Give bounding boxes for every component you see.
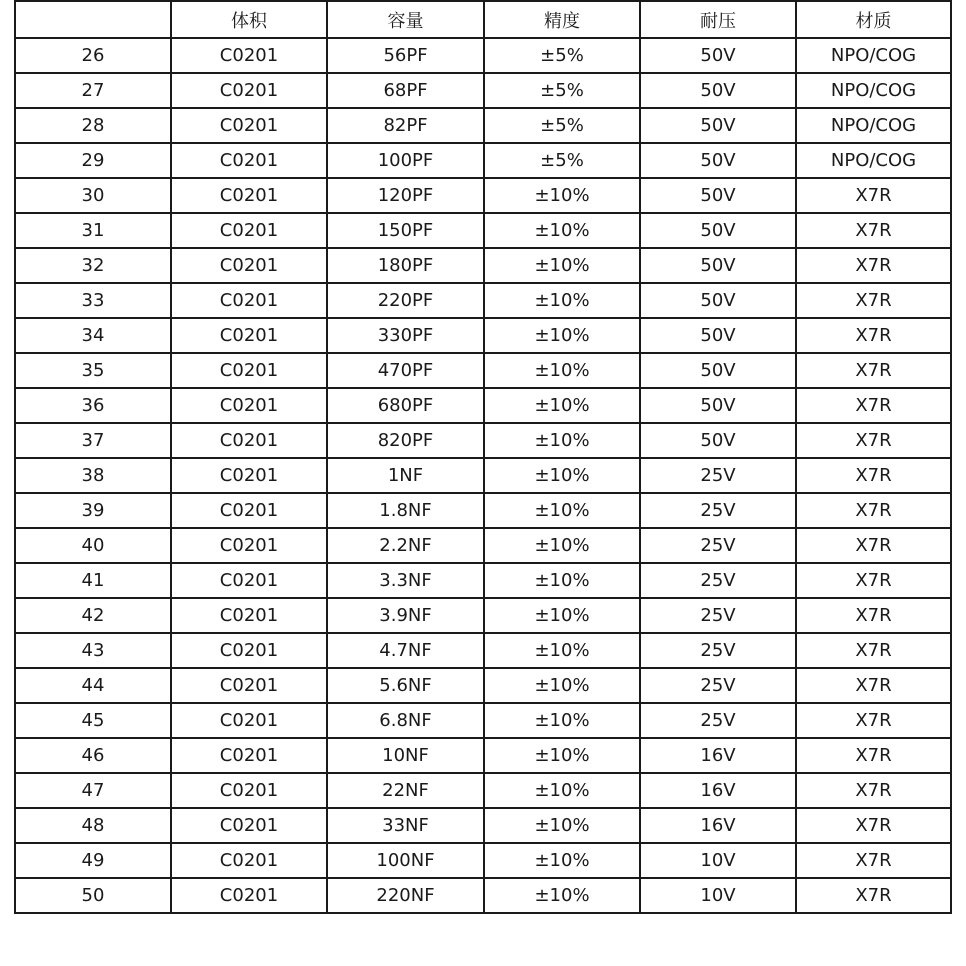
cell-package-size: C0201 (171, 528, 327, 563)
cell-capacitance: 5.6NF (327, 668, 484, 703)
cell-voltage-rating: 50V (640, 73, 796, 108)
cell-index: 27 (15, 73, 171, 108)
cell-dielectric-material: NPO/COG (796, 38, 951, 73)
cell-package-size: C0201 (171, 878, 327, 913)
cell-package-size: C0201 (171, 808, 327, 843)
cell-index: 45 (15, 703, 171, 738)
cell-dielectric-material: X7R (796, 843, 951, 878)
cell-voltage-rating: 50V (640, 143, 796, 178)
cell-dielectric-material: NPO/COG (796, 108, 951, 143)
table-row (15, 38, 951, 73)
table-body (15, 38, 951, 913)
cell-package-size: C0201 (171, 493, 327, 528)
header-dielectric-material: 材质 (796, 1, 951, 38)
cell-capacitance: 220PF (327, 283, 484, 318)
table-row (15, 458, 951, 493)
table-row (15, 178, 951, 213)
cell-index: 47 (15, 773, 171, 808)
cell-tolerance: ±10% (484, 598, 640, 633)
table-row (15, 493, 951, 528)
cell-dielectric-material: NPO/COG (796, 143, 951, 178)
cell-dielectric-material: X7R (796, 808, 951, 843)
cell-package-size: C0201 (171, 318, 327, 353)
cell-tolerance: ±10% (484, 563, 640, 598)
cell-tolerance: ±10% (484, 423, 640, 458)
capacitor-spec-table-container (14, 0, 952, 914)
cell-dielectric-material: X7R (796, 493, 951, 528)
cell-dielectric-material: X7R (796, 878, 951, 913)
cell-index: 32 (15, 248, 171, 283)
cell-voltage-rating: 50V (640, 353, 796, 388)
cell-package-size: C0201 (171, 38, 327, 73)
cell-voltage-rating: 25V (640, 458, 796, 493)
table-row (15, 248, 951, 283)
cell-dielectric-material: X7R (796, 598, 951, 633)
cell-voltage-rating: 50V (640, 388, 796, 423)
cell-package-size: C0201 (171, 213, 327, 248)
cell-capacitance: 10NF (327, 738, 484, 773)
cell-capacitance: 3.3NF (327, 563, 484, 598)
table-row (15, 388, 951, 423)
table-row (15, 808, 951, 843)
cell-tolerance: ±10% (484, 668, 640, 703)
cell-voltage-rating: 25V (640, 633, 796, 668)
cell-voltage-rating: 10V (640, 843, 796, 878)
cell-dielectric-material: X7R (796, 633, 951, 668)
cell-package-size: C0201 (171, 178, 327, 213)
cell-dielectric-material: X7R (796, 458, 951, 493)
cell-index: 43 (15, 633, 171, 668)
cell-voltage-rating: 50V (640, 38, 796, 73)
cell-dielectric-material: X7R (796, 423, 951, 458)
table-row (15, 843, 951, 878)
cell-capacitance: 120PF (327, 178, 484, 213)
cell-capacitance: 6.8NF (327, 703, 484, 738)
header-capacitance: 容量 (327, 1, 484, 38)
cell-tolerance: ±10% (484, 773, 640, 808)
table-row (15, 598, 951, 633)
cell-voltage-rating: 50V (640, 178, 796, 213)
table-row (15, 213, 951, 248)
cell-package-size: C0201 (171, 633, 327, 668)
cell-index: 42 (15, 598, 171, 633)
table-row (15, 773, 951, 808)
cell-capacitance: 1.8NF (327, 493, 484, 528)
cell-voltage-rating: 25V (640, 703, 796, 738)
cell-package-size: C0201 (171, 353, 327, 388)
table-row (15, 73, 951, 108)
cell-capacitance: 33NF (327, 808, 484, 843)
cell-capacitance: 2.2NF (327, 528, 484, 563)
cell-package-size: C0201 (171, 143, 327, 178)
cell-index: 33 (15, 283, 171, 318)
header-tolerance: 精度 (484, 1, 640, 38)
table-row (15, 633, 951, 668)
cell-index: 29 (15, 143, 171, 178)
cell-tolerance: ±10% (484, 283, 640, 318)
cell-tolerance: ±10% (484, 178, 640, 213)
cell-package-size: C0201 (171, 458, 327, 493)
cell-voltage-rating: 50V (640, 108, 796, 143)
cell-dielectric-material: X7R (796, 248, 951, 283)
cell-package-size: C0201 (171, 563, 327, 598)
header-package-size: 体积 (171, 1, 327, 38)
cell-tolerance: ±10% (484, 633, 640, 668)
cell-dielectric-material: X7R (796, 668, 951, 703)
cell-index: 34 (15, 318, 171, 353)
cell-tolerance: ±5% (484, 143, 640, 178)
cell-voltage-rating: 50V (640, 283, 796, 318)
table-row (15, 528, 951, 563)
cell-voltage-rating: 16V (640, 773, 796, 808)
cell-tolerance: ±10% (484, 808, 640, 843)
cell-tolerance: ±10% (484, 878, 640, 913)
cell-capacitance: 4.7NF (327, 633, 484, 668)
cell-index: 48 (15, 808, 171, 843)
cell-index: 37 (15, 423, 171, 458)
table-row (15, 668, 951, 703)
cell-tolerance: ±5% (484, 73, 640, 108)
cell-voltage-rating: 25V (640, 528, 796, 563)
cell-capacitance: 3.9NF (327, 598, 484, 633)
table-row (15, 738, 951, 773)
table-row (15, 353, 951, 388)
cell-voltage-rating: 50V (640, 213, 796, 248)
cell-index: 38 (15, 458, 171, 493)
cell-index: 41 (15, 563, 171, 598)
cell-index: 46 (15, 738, 171, 773)
cell-index: 44 (15, 668, 171, 703)
cell-package-size: C0201 (171, 423, 327, 458)
cell-voltage-rating: 16V (640, 808, 796, 843)
header-voltage-rating: 耐压 (640, 1, 796, 38)
cell-package-size: C0201 (171, 668, 327, 703)
cell-voltage-rating: 50V (640, 423, 796, 458)
header-index (15, 1, 171, 38)
cell-index: 26 (15, 38, 171, 73)
cell-index: 49 (15, 843, 171, 878)
cell-tolerance: ±5% (484, 38, 640, 73)
cell-package-size: C0201 (171, 773, 327, 808)
cell-package-size: C0201 (171, 73, 327, 108)
table-row (15, 563, 951, 598)
cell-capacitance: 56PF (327, 38, 484, 73)
cell-index: 31 (15, 213, 171, 248)
cell-voltage-rating: 25V (640, 598, 796, 633)
cell-dielectric-material: X7R (796, 213, 951, 248)
cell-tolerance: ±10% (484, 528, 640, 563)
cell-tolerance: ±10% (484, 738, 640, 773)
table-row (15, 283, 951, 318)
capacitor-spec-table (14, 0, 952, 914)
cell-voltage-rating: 16V (640, 738, 796, 773)
cell-dielectric-material: X7R (796, 283, 951, 318)
cell-index: 40 (15, 528, 171, 563)
table-row (15, 423, 951, 458)
cell-index: 36 (15, 388, 171, 423)
cell-package-size: C0201 (171, 248, 327, 283)
table-header (15, 1, 951, 38)
cell-tolerance: ±10% (484, 843, 640, 878)
cell-dielectric-material: X7R (796, 563, 951, 598)
cell-tolerance: ±10% (484, 213, 640, 248)
cell-capacitance: 150PF (327, 213, 484, 248)
cell-tolerance: ±10% (484, 318, 640, 353)
cell-voltage-rating: 25V (640, 668, 796, 703)
cell-capacitance: 100PF (327, 143, 484, 178)
cell-voltage-rating: 50V (640, 318, 796, 353)
cell-tolerance: ±10% (484, 353, 640, 388)
cell-dielectric-material: X7R (796, 703, 951, 738)
cell-voltage-rating: 25V (640, 563, 796, 598)
cell-dielectric-material: X7R (796, 773, 951, 808)
cell-capacitance: 1NF (327, 458, 484, 493)
cell-package-size: C0201 (171, 843, 327, 878)
cell-capacitance: 22NF (327, 773, 484, 808)
cell-dielectric-material: X7R (796, 318, 951, 353)
table-row (15, 143, 951, 178)
cell-dielectric-material: X7R (796, 528, 951, 563)
cell-capacitance: 180PF (327, 248, 484, 283)
cell-capacitance: 680PF (327, 388, 484, 423)
cell-capacitance: 820PF (327, 423, 484, 458)
cell-package-size: C0201 (171, 738, 327, 773)
cell-package-size: C0201 (171, 283, 327, 318)
cell-dielectric-material: X7R (796, 388, 951, 423)
cell-dielectric-material: X7R (796, 178, 951, 213)
table-row (15, 703, 951, 738)
cell-index: 39 (15, 493, 171, 528)
table-row (15, 878, 951, 913)
table-row (15, 108, 951, 143)
cell-index: 50 (15, 878, 171, 913)
cell-capacitance: 220NF (327, 878, 484, 913)
cell-tolerance: ±10% (484, 458, 640, 493)
cell-voltage-rating: 25V (640, 493, 796, 528)
cell-voltage-rating: 50V (640, 248, 796, 283)
cell-capacitance: 100NF (327, 843, 484, 878)
cell-tolerance: ±10% (484, 388, 640, 423)
cell-index: 30 (15, 178, 171, 213)
cell-tolerance: ±10% (484, 493, 640, 528)
cell-capacitance: 470PF (327, 353, 484, 388)
cell-tolerance: ±10% (484, 703, 640, 738)
cell-tolerance: ±5% (484, 108, 640, 143)
header-row (15, 1, 951, 38)
cell-tolerance: ±10% (484, 248, 640, 283)
cell-package-size: C0201 (171, 703, 327, 738)
cell-package-size: C0201 (171, 388, 327, 423)
cell-dielectric-material: X7R (796, 738, 951, 773)
cell-package-size: C0201 (171, 598, 327, 633)
cell-capacitance: 330PF (327, 318, 484, 353)
cell-dielectric-material: NPO/COG (796, 73, 951, 108)
cell-index: 28 (15, 108, 171, 143)
cell-capacitance: 82PF (327, 108, 484, 143)
cell-index: 35 (15, 353, 171, 388)
table-row (15, 318, 951, 353)
cell-capacitance: 68PF (327, 73, 484, 108)
cell-dielectric-material: X7R (796, 353, 951, 388)
cell-voltage-rating: 10V (640, 878, 796, 913)
cell-package-size: C0201 (171, 108, 327, 143)
